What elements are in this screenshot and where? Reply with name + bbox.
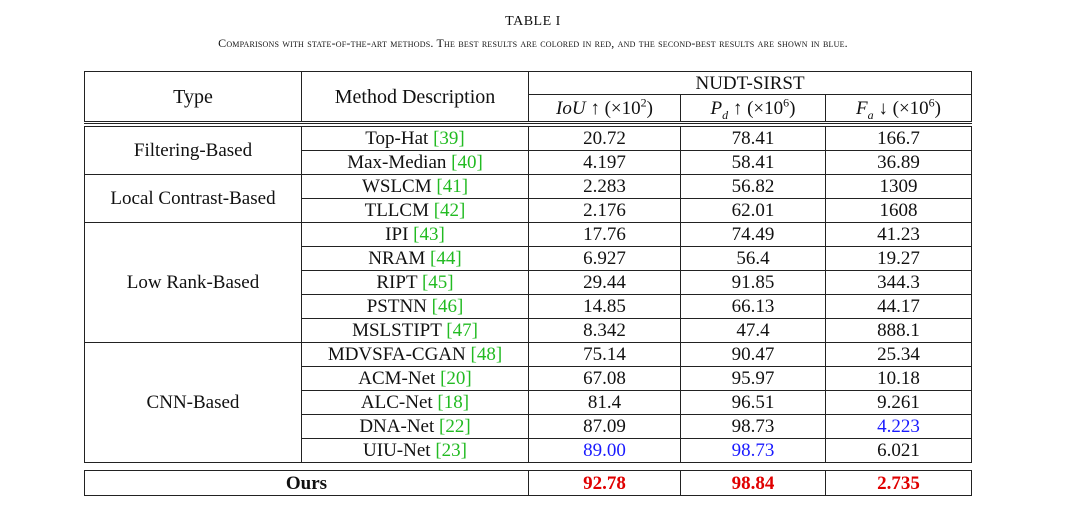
ours-label: Ours: [85, 471, 529, 496]
method-name: UIU-Net: [363, 440, 436, 461]
iou-value: 75.14: [529, 343, 681, 367]
citation-link[interactable]: [39]: [433, 128, 465, 149]
method-name: Top-Hat: [365, 128, 434, 149]
header-metric-iou: [529, 95, 681, 123]
iou-value: 67.08: [529, 367, 681, 391]
header-metric-p: [681, 95, 826, 123]
header-method: Method Description: [302, 72, 529, 123]
fa-value: 25.34: [826, 343, 972, 367]
pd-value: 98.73: [681, 439, 826, 463]
iou-value: 81.4: [529, 391, 681, 415]
metric-symbol: IoU: [556, 97, 586, 119]
pd-value: 78.41: [681, 127, 826, 151]
pd-value: 58.41: [681, 151, 826, 175]
method-name: IPI: [385, 224, 414, 245]
citation-link[interactable]: [47]: [446, 320, 478, 341]
iou-value: 87.09: [529, 415, 681, 439]
method-name: ACM-Net: [358, 368, 441, 389]
method-cell: [302, 271, 529, 295]
iou-value: 29.44: [529, 271, 681, 295]
fa-value: 19.27: [826, 247, 972, 271]
pd-value: 47.4: [681, 319, 826, 343]
citation-link[interactable]: [48]: [470, 344, 503, 365]
method-name: ALC-Net: [360, 392, 438, 413]
fa-value: 1309: [826, 175, 972, 199]
metric-exponent: 2: [640, 95, 647, 110]
citation-link[interactable]: [44]: [430, 248, 462, 269]
method-name: MDVSFA-CGAN: [327, 344, 471, 365]
citation-link[interactable]: [18]: [437, 392, 470, 413]
metric-symbol: P: [710, 97, 723, 119]
pd-value: 74.49: [681, 223, 826, 247]
method-cell: [302, 127, 529, 151]
ours-fa-value: 2.735: [826, 471, 972, 496]
method-name: RIPT: [376, 272, 422, 293]
group-type-label: Filtering-Based: [85, 127, 302, 175]
table-row: [85, 343, 972, 367]
metric-direction: ↑: [585, 97, 605, 119]
pd-value: 98.73: [681, 415, 826, 439]
method-name: NRAM: [368, 248, 431, 269]
method-cell: [302, 439, 529, 463]
metric-scale-close: ): [646, 97, 653, 119]
fa-value: 4.223: [826, 415, 972, 439]
pd-value: 62.01: [681, 199, 826, 223]
fa-value: 44.17: [826, 295, 972, 319]
method-cell: [302, 343, 529, 367]
fa-value: 344.3: [826, 271, 972, 295]
metric-symbol: F: [856, 97, 868, 119]
header-type: Type: [85, 72, 302, 123]
citation-link[interactable]: [22]: [439, 416, 471, 437]
table-caption-label: TABLE I: [505, 14, 561, 29]
metric-exponent: 6: [783, 95, 790, 110]
method-cell: [302, 247, 529, 271]
fa-value: 166.7: [826, 127, 972, 151]
citation-link[interactable]: [41]: [436, 176, 469, 197]
method-name: DNA-Net: [359, 416, 440, 437]
iou-value: 8.342: [529, 319, 681, 343]
iou-value: 17.76: [529, 223, 681, 247]
method-cell: [302, 223, 529, 247]
citation-link[interactable]: [40]: [451, 152, 483, 173]
method-cell: [302, 175, 529, 199]
iou-value: 2.176: [529, 199, 681, 223]
method-name: TLLCM: [364, 200, 434, 221]
table-row: [85, 127, 972, 151]
ours-row: [85, 471, 972, 496]
pd-value: 66.13: [681, 295, 826, 319]
method-cell: [302, 199, 529, 223]
header-dataset: NUDT-SIRST: [529, 72, 972, 95]
method-cell: [302, 415, 529, 439]
header-metric-f: [826, 95, 972, 123]
iou-value: 14.85: [529, 295, 681, 319]
ours-iou-value: 92.78: [529, 471, 681, 496]
pd-value: 91.85: [681, 271, 826, 295]
fa-value: 888.1: [826, 319, 972, 343]
method-cell: [302, 295, 529, 319]
method-cell: [302, 391, 529, 415]
fa-value: 36.89: [826, 151, 972, 175]
table-caption-text: Comparisons with state-of-the-art methods. The best results are colored in red, and the second-best results are shown in blue.: [218, 36, 848, 50]
citation-link[interactable]: [43]: [413, 224, 445, 245]
citation-link[interactable]: [42]: [433, 200, 466, 221]
metric-scale: (×10: [892, 97, 929, 119]
method-cell: [302, 367, 529, 391]
metric-scale: (×10: [747, 97, 784, 119]
pd-value: 95.97: [681, 367, 826, 391]
fa-value: 9.261: [826, 391, 972, 415]
table-row: [85, 175, 972, 199]
pd-value: 56.4: [681, 247, 826, 271]
citation-link[interactable]: [23]: [435, 440, 467, 461]
pd-value: 90.47: [681, 343, 826, 367]
metric-subscript: a: [867, 107, 874, 122]
iou-value: 6.927: [529, 247, 681, 271]
metric-scale-close: ): [934, 97, 941, 119]
citation-link[interactable]: [46]: [431, 296, 464, 317]
citation-link[interactable]: [20]: [440, 368, 472, 389]
comparison-table: [84, 71, 972, 496]
iou-value: 4.197: [529, 151, 681, 175]
metric-exponent: 6: [928, 95, 935, 110]
ours-pd-value: 98.84: [681, 471, 826, 496]
table-row: [85, 223, 972, 247]
method-cell: [302, 319, 529, 343]
group-type-label: Local Contrast-Based: [85, 175, 302, 223]
pd-value: 56.82: [681, 175, 826, 199]
fa-value: 6.021: [826, 439, 972, 463]
method-name: Max-Median: [347, 152, 452, 173]
metric-scale-close: ): [789, 97, 796, 119]
method-name: MSLSTIPT: [352, 320, 447, 341]
method-name: WSLCM: [361, 176, 437, 197]
pd-value: 96.51: [681, 391, 826, 415]
iou-value: 2.283: [529, 175, 681, 199]
group-type-label: Low Rank-Based: [85, 223, 302, 343]
citation-link[interactable]: [45]: [421, 272, 454, 293]
method-name: PSTNN: [366, 296, 432, 317]
metric-direction: ↑: [728, 97, 748, 119]
metric-scale: (×10: [604, 97, 641, 119]
iou-value: 20.72: [529, 127, 681, 151]
group-type-label: CNN-Based: [85, 343, 302, 463]
fa-value: 10.18: [826, 367, 972, 391]
fa-value: 41.23: [826, 223, 972, 247]
method-cell: [302, 151, 529, 175]
iou-value: 89.00: [529, 439, 681, 463]
fa-value: 1608: [826, 199, 972, 223]
metric-subscript: d: [722, 107, 729, 122]
metric-direction: ↓: [873, 97, 893, 119]
